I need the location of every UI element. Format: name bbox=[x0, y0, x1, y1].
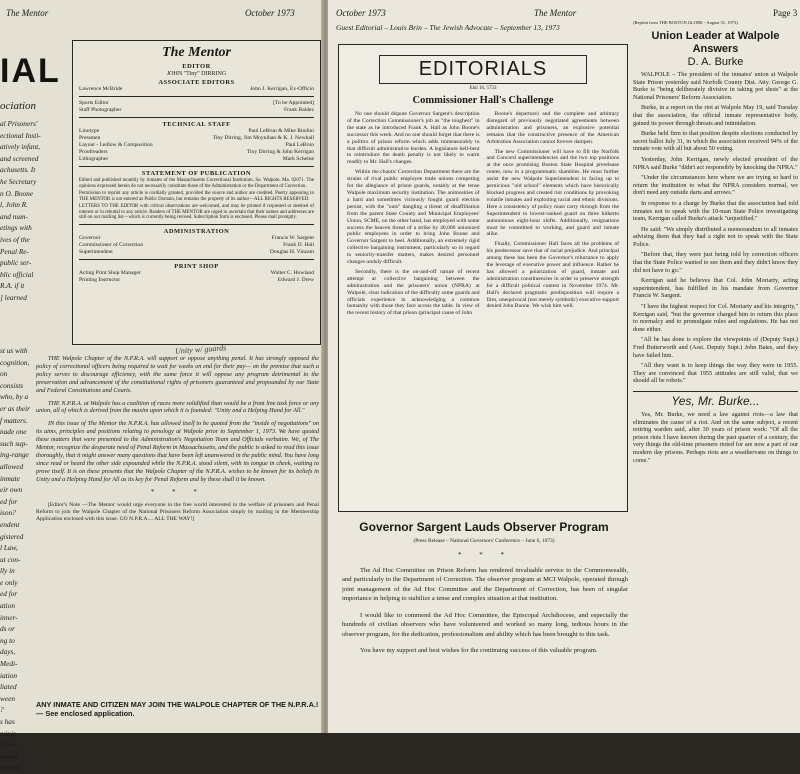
section-stars: * * * bbox=[150, 487, 205, 496]
staff-role: Governor bbox=[79, 235, 101, 242]
fragment-line: ] learned bbox=[0, 292, 27, 302]
fragment-line: minis- bbox=[0, 728, 19, 738]
fragment-line: ? bbox=[0, 705, 4, 715]
staff-row bbox=[79, 149, 314, 156]
publication-para: LETTERS TO THE EDITOR with critical observations are welcomed, and may be printed if requested or deemed of interest or in rebuttal to any article. Readers of THE MENTOR are urged to ascertain that their names and addresses are still on our mailing list—which is currently being revised. Subscription form is enclosed. Please mail promptly. bbox=[79, 203, 314, 221]
staff-name: Mark Scheine bbox=[282, 156, 314, 162]
staff-row bbox=[79, 135, 314, 142]
staff-row bbox=[79, 270, 314, 277]
staff-role: Commissioner of Correction bbox=[79, 242, 144, 249]
editorial-column-1 bbox=[347, 111, 480, 320]
sidebar-para: Burke held firm to that position despite elections conducted by secret ballot July 31, in which the association received 94% of the inmate vote with all but about 50 voting. bbox=[633, 130, 798, 153]
page-number: Page 3 bbox=[773, 8, 798, 18]
staff-name: Paul LeBrun & Mike Rindini bbox=[248, 128, 314, 134]
fragment-line: cognition, bbox=[0, 357, 30, 367]
npra-para: IN this issue of The Mentor the N.P.R.A. has allowed itself to be quoted from the "inside of negotiations" on its aims, principles and positions relating to penology at Walpole prior to September 1, 1973. We have quoted these matters that were presented to the Administration's Negotiation Team and Officials verbatim. We, of The Mentor, recognize the desperate need of Penal Reform in Massachusetts, and the public is asked to read this issue thoroughly, that it might answer many questions that have been left unanswered in the public mind. You have long since read or heard the other side expounded while the N.P.R.A. stood silent, with its tongue in cheek, waiting to prove itself. It is on these presents that the Walpole Chapter of the N.P.R.A. wishes to be known for its beliefs in Unity and a Helping Hand for All as its key for Penal Reform and by these shall it be known. bbox=[36, 420, 319, 483]
fragment-line: er as their bbox=[0, 403, 30, 413]
right-page bbox=[328, 0, 800, 733]
staff-role: Sports Editor bbox=[79, 100, 109, 106]
staff-row bbox=[79, 142, 314, 149]
sidebar-body bbox=[633, 71, 798, 385]
associate-label: ASSOCIATE EDITORS bbox=[158, 79, 235, 86]
staff-row bbox=[79, 107, 314, 114]
staff-role: Acting Print Shop Manager bbox=[79, 270, 141, 277]
fragment-line: st us with bbox=[0, 346, 28, 355]
staff-role: Layout - Ledlow & Composition bbox=[79, 142, 153, 148]
sidebar-para: Burke, in a report on the riot at Walpole May 19, said Tuesday that the association, the official inmate representative body, gained its power through threats and intimidation. bbox=[633, 104, 798, 127]
editorial-box bbox=[338, 44, 628, 512]
fragment-line: on consists bbox=[0, 369, 24, 390]
fragment-line: ed for bbox=[0, 589, 18, 599]
associate-1: Lawrence McBride bbox=[79, 86, 123, 92]
sargent-body bbox=[342, 553, 628, 663]
guest-editorial-line: Guest Editorial – Louis Brin – The Jewish Advocate – September 13, 1973 bbox=[336, 23, 560, 32]
staff-role: Superintendent bbox=[79, 249, 113, 256]
sargent-subline: (Press Release – National Governors' Conference – June 6, 1973) bbox=[413, 538, 555, 544]
sidebar-para: "Before that, they were just being told by correction officers that the State Police wanted to see them and they didn't know they did not have to go." bbox=[633, 251, 798, 274]
reprint-note: (Reprint from THE BOSTON GLOBE - August 31, 1973) bbox=[633, 20, 738, 25]
npra-article bbox=[36, 355, 319, 528]
staff-name: Douglas H. Vinzant bbox=[269, 249, 314, 256]
editor-label: EDITOR bbox=[182, 63, 211, 70]
fragment-line: inmate bbox=[0, 473, 20, 483]
editorial-para: Finally, Commissioner Hall faces all the problems of his predecessor save that of racial prejudice. And principal among these has been the Governor's reluctance to apply the leverage of executive power and influence. Rather he has allowed a polarization of guard, inmate and administration constituencies in order to preserve strength for a difficult political contest in November 1974. Mr. Hall's declared pragmatic predisposition will require a firm, unequivocal (not merely symbolic) executive support denied John Boone. We wish him well. bbox=[486, 241, 619, 310]
editorials-masthead: EDITORIALS bbox=[379, 55, 587, 84]
fragment-line: n O. Boone bbox=[0, 188, 34, 198]
sidebar-para: "I have the highest respect for Col. Moriarty and his integrity," Kerrigan said, "but the governor charged him to return this place to normalcy and to promulgate rules and regulations. He has not done either. bbox=[633, 303, 798, 333]
staff-name: Frank D. Hall bbox=[283, 242, 314, 249]
fragment-line: endent bbox=[0, 519, 20, 529]
fragment-line: who, by a bbox=[0, 392, 29, 402]
sidebar-para: "All he has done is explore the viewpoints of (Deputy Supt.) Fred Butterworth and (Asst. Deputy Supt.) John Bates, and they have failed him. bbox=[633, 336, 798, 359]
fragment-line: Penal Re- bbox=[0, 246, 29, 256]
masthead-fragment: IAL bbox=[0, 52, 61, 90]
fragment-line: ectional Insti- bbox=[0, 130, 41, 140]
staff-row bbox=[79, 156, 314, 163]
publication-para: Edited and published monthly by inmates of the Massachusetts Correctional Institution, So. Walpole, Ma. 02071. The opinions expressed herein do not necessarily constitute those of the Administration or the Department of Correction. bbox=[79, 178, 314, 189]
editorial-para: Boone's departure) and the complete and arbitrary disregard of previously negotiated agreements between administration and prisoners, an explosive potential remains that the constructive presence of the American Arbitration Association cannot forever dampen. bbox=[486, 111, 619, 145]
fragment-line: R.A. if it bbox=[0, 281, 25, 291]
fragment-line: public ser- bbox=[0, 258, 32, 268]
fragment-line: ison? bbox=[0, 508, 16, 518]
left-date: October 1973 bbox=[245, 8, 295, 18]
fragment-line: atively infant, bbox=[0, 142, 41, 152]
editors-note: [Editor's Note —The Mentor would urge everyone in the free world interested in the welfare of prisoners and Penal Reform to join the Walpole Chapter of the National Prisoners Reform Association simply by mailing in the Membership Application enclosed with this issue. GO N.P.R.A.... ALL THE WAY!] bbox=[36, 501, 319, 522]
fragment-line: and screened bbox=[0, 153, 39, 163]
fragment-line: e only bbox=[0, 577, 18, 587]
editorial-date: Elul 16, 5733 bbox=[469, 86, 497, 91]
fragment-line: ut con- bbox=[0, 554, 21, 564]
sidebar-para: "All they want is to keep things the way they were in 1955. They are convinced that 1955 attitudes are still valid, that we should all be robots." bbox=[633, 362, 798, 385]
sidebar-para: Kerrigan said he believes that Col. John Moriarty, acting superintendent, has fulfilled in his mandate from Governor Francis W. Sargent. bbox=[633, 277, 798, 300]
staff-box bbox=[72, 40, 321, 345]
fragment-line: l, John R. bbox=[0, 200, 28, 210]
fragment-line: ng to bbox=[0, 635, 15, 645]
staff-name: Tiny Dirring & John Kerrigan bbox=[246, 149, 314, 155]
yes-headline: Yes, Mr. Burke... bbox=[633, 391, 798, 408]
cut-column-fragment-2 bbox=[0, 345, 30, 774]
publication-label: STATEMENT OF PUBLICATION bbox=[141, 170, 252, 177]
sidebar-headline: Union Leader at Walpole Answers bbox=[651, 30, 780, 55]
fragment-line: and num- bbox=[0, 211, 28, 221]
staff-row bbox=[79, 277, 314, 284]
staff-box-title: The Mentor bbox=[162, 45, 231, 60]
technical-label: TECHNICAL STAFF bbox=[162, 121, 231, 128]
sidebar-para: Yesterday, John Kerrigan, newly elected president of the NPRA said Burke "didn't act responsibly by knocking the NPRA." bbox=[633, 155, 798, 171]
fragment-line: ing-range bbox=[0, 450, 29, 460]
administration-label: ADMINISTRATION bbox=[163, 228, 230, 236]
editorial-column-2 bbox=[487, 111, 620, 320]
staff-role: Lithographer bbox=[79, 156, 109, 162]
fragment-line: s has bbox=[0, 717, 15, 726]
fragment-line: iation bbox=[0, 670, 18, 680]
staff-row bbox=[79, 128, 314, 135]
sidebar-para: He said: "We simply distributed a memorandum to all inmates advising them that they had a right not to speak with the State Police. bbox=[633, 225, 798, 248]
sargent-para: You have my support and best wishes for the continuing success of this valuable program. bbox=[360, 647, 598, 654]
publication-para: Permission to reprint any article is cordially granted, provided the source and author are credited. Poetry appearing in THE MENTOR is not entered as Public Domain, but remains the property of its author—ALL RIGHTS RESERVED. bbox=[79, 190, 314, 202]
fragment-line: nade one bbox=[0, 427, 27, 437]
fragment-line: inner- bbox=[0, 612, 18, 622]
editorial-headline: Commissioner Hall's Challenge bbox=[412, 95, 554, 106]
fragment-line: Medi- bbox=[0, 659, 18, 669]
sidebar-column bbox=[633, 30, 798, 467]
staff-name: Walter C. Howland bbox=[270, 270, 314, 277]
right-running-head: The Mentor bbox=[534, 8, 577, 18]
fragment-line: he Secretary bbox=[0, 176, 37, 186]
fragment-line: al Prisoners' bbox=[0, 119, 38, 128]
staff-role: Printing Instructor bbox=[79, 277, 121, 284]
fragment-line: ween bbox=[0, 693, 15, 703]
staff-name: Edward J. Drew bbox=[277, 277, 314, 284]
fragment-line: etings with bbox=[0, 223, 32, 233]
editorial-para: No one should dispute Governor Sargent's description of the Correction Commissioner's job as "the toughest" in the state as he introduced Frank A. Hall as John Boone's successor this week. And no one should forget that there is a politics of prison reform which adds immeasurably to that difficult administrative burden. A legislature hell-bent to reintroduce the death penalty is not likely to warm readily to Mr. Hall's changes. bbox=[347, 111, 480, 166]
fragment-line: nment bbox=[0, 751, 18, 761]
staff-role: Staff Photographer bbox=[79, 107, 122, 113]
staff-name: Paul LeBrun bbox=[285, 142, 314, 148]
fragment-line: ation bbox=[0, 601, 15, 611]
associate-2: John J. Kerrigan, Ex-Officio bbox=[250, 86, 314, 92]
npra-para: THE Walpole Chapter of the N.P.R.A. will support or oppose anything penal. It has strongly opposed the policy of correctional officers being required to wait for weeks on end for their pay— on the premise that such a policy serves to discourage efficiency, with the same force it will oppose any program detrimental to the preservation and advancement of the constitutional rights of prisoners guaranteed and propounded by our State and Federal Constitutions and Courts. bbox=[36, 355, 319, 394]
yes-para: Yes, Mr. Burke, we need a law against riots—a law that eliminates the cause of a riot. And on the same subject, a recent retiring warden said, after 30 years of prison work: "Of all the prison riots I have known during the past quarter of a century, the very things the old-time prisoners rioted for are now a part of our modern day prisons. Perhaps riots are a weathervane on things to come." bbox=[633, 410, 798, 464]
editorial-para: Secondly, there is the on-and-off nature of recent attempt at collective bargaining between the administration and the prisoners' union (NPRA) at Walpole, clear indication of the difficulty some guards and officials experience in acknowledging a common humanity with those they face across the table. In view of the recent history of that prison (principal cause of John bbox=[347, 268, 480, 317]
fragment-line: other- bbox=[0, 740, 18, 750]
left-page bbox=[0, 0, 323, 773]
right-date: October 1973 bbox=[336, 8, 386, 18]
staff-row bbox=[79, 249, 314, 256]
editorial-para: Within the chaotic Correction Department there are the strains of rival public employee trade unions competing for the allegiance of prison guards, notably at the tense Walpole maximum security institution. The animosities of a hard and sometimes viciously fought guard election persist, with the "outs" dangling a threat of disaffiliation from the parent State County and Municipal Employees' Union, SCME, on the other hand, has employed with some success the heaven threat of a strike by 40,000 unionized public employees in order to bring John Boone and Governor Sargent to heel. Additionally, an extremely rigid collective bargaining instrument, particularly so in regard to seniority-transfer matters, makes desired personnel changes unduly difficult. bbox=[347, 169, 480, 266]
handwritten-note: Unity w/ guards bbox=[174, 343, 227, 356]
sargent-para: I would like to commend the Ad Hoc Committee, the Episcopal Archdiocese, and especially the hundreds of civilian observers who have volunteered and worked so many long, tedious hours in the observer program, for the dedication, professionalism and ability which has been brought to this task. bbox=[342, 611, 628, 638]
fragment-line: l Law, bbox=[0, 543, 18, 553]
fragment-line: f matters. bbox=[0, 415, 28, 425]
subtitle-fragment: ociation bbox=[0, 100, 37, 112]
fragment-line: such sup- bbox=[0, 438, 28, 448]
fragment-line: ives of the bbox=[0, 234, 30, 244]
sidebar-byline: D. A. Burke bbox=[687, 56, 744, 68]
left-running-head: The Mentor bbox=[6, 8, 49, 18]
staff-row bbox=[79, 242, 314, 249]
sidebar-para: In response to a charge by Burke that the association had told inmates not to speak with the 10-man State Police investigating team, Kerrigan called Burke's attack "unjustified." bbox=[633, 199, 798, 223]
staff-name: Tiny Dirring, Jim Moynihan & K. J. Newhall bbox=[212, 135, 314, 141]
fragment-line: ed for bbox=[0, 496, 18, 506]
npra-para: THE N.P.R.A. at Walpole has a coalition of races more solidified than would be a front line task force or any union, all of which is derived from the maxim upon which it is founded: "Unity and a Helping Hand for All." bbox=[36, 399, 319, 415]
fragment-line: endent, bbox=[0, 763, 22, 773]
cut-column-fragment bbox=[0, 118, 60, 304]
fragment-line: ds or bbox=[0, 624, 15, 634]
yes-body bbox=[633, 411, 798, 464]
fragment-line: achusetts. It bbox=[0, 165, 36, 175]
sidebar-para: "Under the circumstances here where we are trying so hard to return the institution to what the NPRA considers normal, we don't need any outside darts and arrows." bbox=[633, 174, 798, 197]
staff-row bbox=[79, 100, 314, 107]
staff-role: Proofreaders bbox=[79, 149, 108, 155]
editorial-para: The new Commissioner will have to fill the Norfolk and Concord superintendencies and the two top positions at the once promising Boston State Hospital prerelease center, now in a programmatic shambles. He must further assist the new Walpole Superintendent in facing up to pernicious "old school" elements which have historically blocked progress and created riot conditions by provoking volatile inmates and exploiting racial and ethnic divisions. Here a consistency of policy must carry through from the Superintendent to lowest-ranked guard on three hitherto autonomous eight-hour shifts. Additionally, resignations must be committed to working, and guard and inmate alike. bbox=[486, 148, 619, 238]
fragment-line: eir own bbox=[0, 485, 23, 495]
sidebar-para: WALPOLE – The president of the inmates' union at Walpole State Prison yesterday said Norfolk County Dist. Atty. George G. Burke is "being deliberately divisive in taking pot shots" at the National Prisoners' Reform Association. bbox=[633, 71, 798, 101]
fragment-line: liated bbox=[0, 682, 17, 692]
staff-name: [To be Appointed] bbox=[273, 100, 314, 106]
print-shop-label: PRINT SHOP bbox=[174, 263, 219, 271]
staff-name: Frank Baldez bbox=[284, 107, 314, 113]
associates-row bbox=[79, 86, 314, 93]
fragment-line: lly in bbox=[0, 566, 15, 576]
sargent-para: The Ad Hoc Committee on Prison Reform has rendered invaluable service to the Commonwealth, and particularly to the Department of Correction. The observer program at MCI Walpole, operated through joint management of the Ad Hoc Committee and the Department of Correction, has been of singular importance in helping to stabilize a tense and complex situation at that institution. bbox=[342, 566, 628, 602]
staff-role: Linotype bbox=[79, 128, 100, 134]
sargent-stars: * * * bbox=[458, 551, 512, 559]
fragment-line: allowed bbox=[0, 461, 24, 471]
join-callout: ANY INMATE AND CITIZEN MAY JOIN THE WALPOLE CHAPTER OF THE N.P.R.A.! — See enclosed application. bbox=[36, 700, 319, 718]
staff-name: Francis W. Sargent bbox=[271, 235, 314, 242]
sargent-headline: Governor Sargent Lauds Observer Program bbox=[359, 520, 609, 534]
fragment-line: gistered bbox=[0, 531, 24, 541]
fragment-line: blic official bbox=[0, 269, 34, 279]
editor-name: JOHN "Tiny" DIRRING bbox=[166, 71, 227, 77]
staff-role: Pressmen bbox=[79, 135, 101, 141]
fragment-line: days, bbox=[0, 647, 16, 657]
